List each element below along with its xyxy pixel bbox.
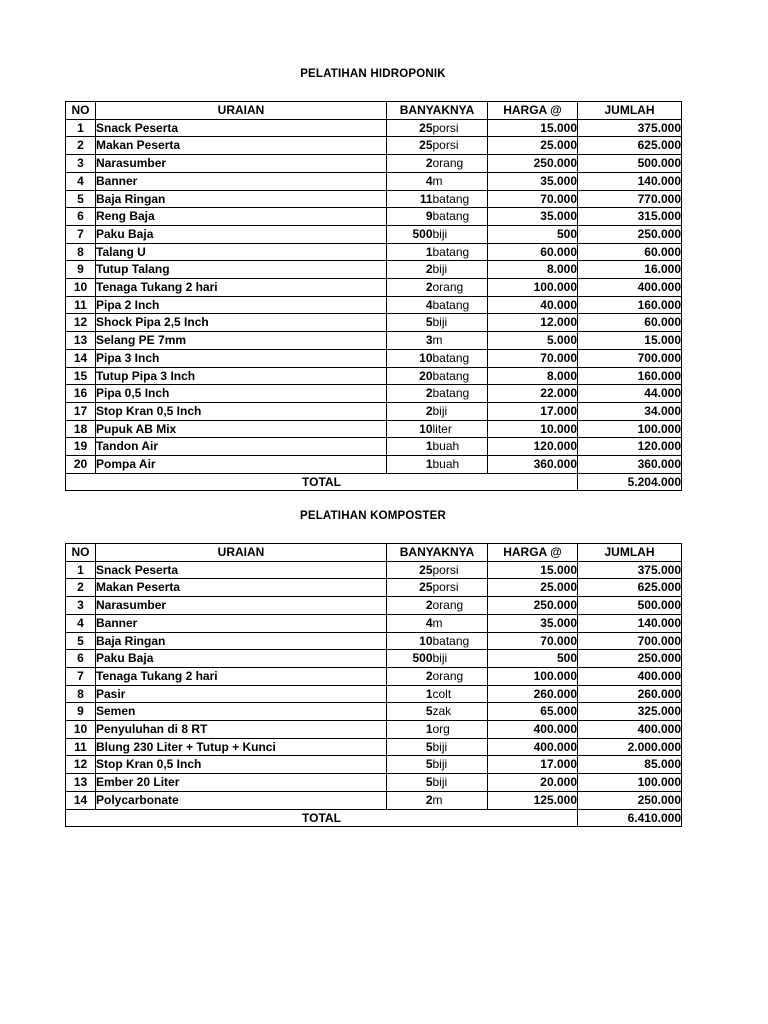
item-unit: porsi (433, 119, 488, 137)
item-unit-price: 17.000 (488, 756, 578, 774)
item-amount: 160.000 (578, 296, 682, 314)
header-harga: HARGA @ (488, 544, 578, 562)
header-banyaknya: BANYAKNYA (387, 102, 488, 120)
item-amount: 85.000 (578, 756, 682, 774)
item-unit-price: 35.000 (488, 614, 578, 632)
item-amount: 34.000 (578, 402, 682, 420)
item-quantity: 2 (387, 791, 433, 809)
row-number: 14 (66, 349, 96, 367)
item-amount: 375.000 (578, 561, 682, 579)
item-amount: 100.000 (578, 774, 682, 792)
item-amount: 44.000 (578, 385, 682, 403)
item-unit-price: 17.000 (488, 402, 578, 420)
item-unit-price: 100.000 (488, 667, 578, 685)
item-description: Pipa 0,5 Inch (96, 385, 387, 403)
row-number: 3 (66, 597, 96, 615)
header-jumlah: JUMLAH (578, 544, 682, 562)
item-unit-price: 500 (488, 225, 578, 243)
item-unit: colt (433, 685, 488, 703)
item-unit: orang (433, 155, 488, 173)
total-row (66, 809, 682, 827)
item-description: Pasir (96, 685, 387, 703)
item-amount: 625.000 (578, 579, 682, 597)
item-quantity: 1 (387, 685, 433, 703)
item-quantity: 2 (387, 667, 433, 685)
item-amount: 700.000 (578, 349, 682, 367)
item-unit-price: 10.000 (488, 420, 578, 438)
row-number: 5 (66, 190, 96, 208)
item-description: Snack Peserta (96, 561, 387, 579)
item-unit: batang (433, 243, 488, 261)
header-jumlah: JUMLAH (578, 102, 682, 120)
item-amount: 500.000 (578, 597, 682, 615)
table-row (66, 119, 682, 137)
row-number: 10 (66, 279, 96, 297)
header-no: NO (66, 102, 96, 120)
total-row (66, 473, 682, 491)
budget-table-komposter (65, 543, 682, 827)
item-amount: 500.000 (578, 155, 682, 173)
row-number: 2 (66, 579, 96, 597)
item-amount: 250.000 (578, 650, 682, 668)
table-row (66, 650, 682, 668)
item-unit: buah (433, 438, 488, 456)
item-amount: 400.000 (578, 279, 682, 297)
table-row (66, 632, 682, 650)
item-unit-price: 15.000 (488, 119, 578, 137)
item-unit-price: 8.000 (488, 367, 578, 385)
row-number: 20 (66, 456, 96, 474)
item-quantity: 25 (387, 579, 433, 597)
item-quantity: 5 (387, 738, 433, 756)
item-unit: batang (433, 190, 488, 208)
item-description: Tutup Talang (96, 261, 387, 279)
row-number: 16 (66, 385, 96, 403)
total-label: TOTAL (66, 809, 578, 827)
item-quantity: 20 (387, 367, 433, 385)
item-unit: m (433, 172, 488, 190)
item-description: Pipa 3 Inch (96, 349, 387, 367)
item-amount: 770.000 (578, 190, 682, 208)
item-unit-price: 400.000 (488, 738, 578, 756)
row-number: 9 (66, 703, 96, 721)
item-unit: orang (433, 597, 488, 615)
item-description: Talang U (96, 243, 387, 261)
item-description: Penyuluhan di 8 RT (96, 721, 387, 739)
item-amount: 625.000 (578, 137, 682, 155)
item-description: Tutup Pipa 3 Inch (96, 367, 387, 385)
row-number: 10 (66, 721, 96, 739)
item-unit: batang (433, 632, 488, 650)
item-unit: porsi (433, 561, 488, 579)
table-row (66, 738, 682, 756)
item-unit-price: 70.000 (488, 632, 578, 650)
row-number: 7 (66, 667, 96, 685)
item-unit-price: 120.000 (488, 438, 578, 456)
item-description: Blung 230 Liter + Tutup + Kunci (96, 738, 387, 756)
item-unit: porsi (433, 579, 488, 597)
item-amount: 100.000 (578, 420, 682, 438)
row-number: 17 (66, 402, 96, 420)
item-amount: 315.000 (578, 208, 682, 226)
table-title-hidroponik: PELATIHAN HIDROPONIK (300, 68, 446, 80)
item-unit-price: 400.000 (488, 721, 578, 739)
item-quantity: 9 (387, 208, 433, 226)
item-unit: m (433, 791, 488, 809)
item-amount: 360.000 (578, 456, 682, 474)
table-row (66, 367, 682, 385)
item-unit-price: 22.000 (488, 385, 578, 403)
item-description: Ember 20 Liter (96, 774, 387, 792)
item-description: Stop Kran 0,5 Inch (96, 402, 387, 420)
item-amount: 60.000 (578, 243, 682, 261)
item-quantity: 5 (387, 314, 433, 332)
item-quantity: 4 (387, 614, 433, 632)
item-description: Tenaga Tukang 2 hari (96, 667, 387, 685)
item-amount: 60.000 (578, 314, 682, 332)
item-unit-price: 65.000 (488, 703, 578, 721)
item-description: Pompa Air (96, 456, 387, 474)
item-unit-price: 35.000 (488, 208, 578, 226)
item-description: Makan Peserta (96, 579, 387, 597)
table-row (66, 456, 682, 474)
item-quantity: 2 (387, 261, 433, 279)
item-amount: 2.000.000 (578, 738, 682, 756)
item-unit-price: 70.000 (488, 190, 578, 208)
table-row (66, 279, 682, 297)
item-quantity: 4 (387, 172, 433, 190)
item-quantity: 2 (387, 597, 433, 615)
item-unit-price: 25.000 (488, 137, 578, 155)
table-row (66, 296, 682, 314)
item-unit-price: 25.000 (488, 579, 578, 597)
item-unit: batang (433, 349, 488, 367)
row-number: 1 (66, 561, 96, 579)
row-number: 12 (66, 756, 96, 774)
item-unit: orang (433, 279, 488, 297)
item-description: Baja Ringan (96, 190, 387, 208)
row-number: 19 (66, 438, 96, 456)
item-unit: batang (433, 385, 488, 403)
item-quantity: 5 (387, 703, 433, 721)
table-row (66, 420, 682, 438)
item-unit: biji (433, 756, 488, 774)
table-row (66, 774, 682, 792)
item-description: Reng Baja (96, 208, 387, 226)
item-unit: biji (433, 225, 488, 243)
item-quantity: 4 (387, 296, 433, 314)
item-quantity: 10 (387, 420, 433, 438)
item-amount: 250.000 (578, 225, 682, 243)
item-description: Polycarbonate (96, 791, 387, 809)
table-row (66, 438, 682, 456)
item-unit-price: 15.000 (488, 561, 578, 579)
row-number: 2 (66, 137, 96, 155)
row-number: 18 (66, 420, 96, 438)
row-number: 13 (66, 774, 96, 792)
item-quantity: 2 (387, 385, 433, 403)
table-row (66, 667, 682, 685)
table-row (66, 261, 682, 279)
item-unit-price: 250.000 (488, 155, 578, 173)
item-description: Baja Ringan (96, 632, 387, 650)
table-header-row (66, 544, 682, 562)
row-number: 14 (66, 791, 96, 809)
item-amount: 400.000 (578, 667, 682, 685)
table-row (66, 756, 682, 774)
header-no: NO (66, 544, 96, 562)
header-uraian: URAIAN (96, 544, 387, 562)
item-unit-price: 360.000 (488, 456, 578, 474)
item-unit: biji (433, 314, 488, 332)
item-quantity: 10 (387, 632, 433, 650)
table-row (66, 225, 682, 243)
header-harga: HARGA @ (488, 102, 578, 120)
item-unit: porsi (433, 137, 488, 155)
table-row (66, 685, 682, 703)
item-unit-price: 40.000 (488, 296, 578, 314)
row-number: 3 (66, 155, 96, 173)
item-description: Narasumber (96, 597, 387, 615)
item-unit: batang (433, 208, 488, 226)
item-unit: biji (433, 650, 488, 668)
item-unit: orang (433, 667, 488, 685)
item-unit-price: 125.000 (488, 791, 578, 809)
item-unit-price: 250.000 (488, 597, 578, 615)
item-quantity: 1 (387, 438, 433, 456)
item-unit-price: 70.000 (488, 349, 578, 367)
item-description: Banner (96, 614, 387, 632)
item-unit: biji (433, 402, 488, 420)
item-description: Semen (96, 703, 387, 721)
table-row (66, 208, 682, 226)
table-row (66, 721, 682, 739)
item-quantity: 1 (387, 721, 433, 739)
row-number: 1 (66, 119, 96, 137)
item-quantity: 5 (387, 756, 433, 774)
table-row (66, 172, 682, 190)
item-description: Paku Baja (96, 650, 387, 668)
item-amount: 250.000 (578, 791, 682, 809)
total-value: 6.410.000 (578, 809, 682, 827)
item-quantity: 2 (387, 402, 433, 420)
item-description: Makan Peserta (96, 137, 387, 155)
row-number: 8 (66, 685, 96, 703)
budget-table-hidroponik (65, 101, 682, 491)
item-amount: 700.000 (578, 632, 682, 650)
row-number: 13 (66, 332, 96, 350)
table-row (66, 703, 682, 721)
item-description: Stop Kran 0,5 Inch (96, 756, 387, 774)
item-amount: 325.000 (578, 703, 682, 721)
item-unit-price: 60.000 (488, 243, 578, 261)
item-unit: biji (433, 261, 488, 279)
row-number: 9 (66, 261, 96, 279)
row-number: 11 (66, 296, 96, 314)
item-amount: 160.000 (578, 367, 682, 385)
item-quantity: 1 (387, 456, 433, 474)
item-amount: 400.000 (578, 721, 682, 739)
item-unit: buah (433, 456, 488, 474)
table-row (66, 137, 682, 155)
item-quantity: 3 (387, 332, 433, 350)
item-unit: batang (433, 367, 488, 385)
item-unit-price: 8.000 (488, 261, 578, 279)
row-number: 5 (66, 632, 96, 650)
table-header-row (66, 102, 682, 120)
item-unit-price: 500 (488, 650, 578, 668)
item-description: Paku Baja (96, 225, 387, 243)
table-row (66, 190, 682, 208)
item-unit: org (433, 721, 488, 739)
item-description: Narasumber (96, 155, 387, 173)
item-quantity: 5 (387, 774, 433, 792)
table-title-komposter: PELATIHAN KOMPOSTER (299, 510, 447, 522)
table-row (66, 332, 682, 350)
row-number: 12 (66, 314, 96, 332)
item-quantity: 2 (387, 279, 433, 297)
table-body (66, 119, 682, 473)
item-unit-price: 5.000 (488, 332, 578, 350)
row-number: 6 (66, 208, 96, 226)
item-description: Pupuk AB Mix (96, 420, 387, 438)
item-unit: liter (433, 420, 488, 438)
table-row (66, 385, 682, 403)
table-row (66, 155, 682, 173)
table-body (66, 561, 682, 809)
table-row (66, 579, 682, 597)
item-description: Selang PE 7mm (96, 332, 387, 350)
item-unit-price: 260.000 (488, 685, 578, 703)
item-description: Pipa 2 Inch (96, 296, 387, 314)
row-number: 7 (66, 225, 96, 243)
item-unit: zak (433, 703, 488, 721)
table-row (66, 349, 682, 367)
row-number: 15 (66, 367, 96, 385)
item-description: Tandon Air (96, 438, 387, 456)
table-row (66, 314, 682, 332)
item-unit: batang (433, 296, 488, 314)
item-amount: 16.000 (578, 261, 682, 279)
item-amount: 260.000 (578, 685, 682, 703)
table-row (66, 614, 682, 632)
header-banyaknya: BANYAKNYA (387, 544, 488, 562)
item-unit: biji (433, 738, 488, 756)
item-description: Snack Peserta (96, 119, 387, 137)
table-row (66, 402, 682, 420)
item-description: Tenaga Tukang 2 hari (96, 279, 387, 297)
item-unit-price: 35.000 (488, 172, 578, 190)
item-quantity: 25 (387, 561, 433, 579)
item-amount: 375.000 (578, 119, 682, 137)
table-row (66, 561, 682, 579)
table-row (66, 791, 682, 809)
item-description: Shock Pipa 2,5 Inch (96, 314, 387, 332)
row-number: 11 (66, 738, 96, 756)
row-number: 4 (66, 614, 96, 632)
item-unit-price: 100.000 (488, 279, 578, 297)
item-quantity: 25 (387, 137, 433, 155)
item-amount: 140.000 (578, 172, 682, 190)
item-unit: m (433, 332, 488, 350)
item-description: Banner (96, 172, 387, 190)
row-number: 4 (66, 172, 96, 190)
item-quantity: 1 (387, 243, 433, 261)
item-unit: m (433, 614, 488, 632)
item-quantity: 2 (387, 155, 433, 173)
item-amount: 15.000 (578, 332, 682, 350)
table-row (66, 243, 682, 261)
row-number: 6 (66, 650, 96, 668)
table-row (66, 597, 682, 615)
total-value: 5.204.000 (578, 473, 682, 491)
item-quantity: 11 (387, 190, 433, 208)
row-number: 8 (66, 243, 96, 261)
header-uraian: URAIAN (96, 102, 387, 120)
item-unit-price: 12.000 (488, 314, 578, 332)
total-label: TOTAL (66, 473, 578, 491)
item-quantity: 500 (387, 225, 433, 243)
item-unit-price: 20.000 (488, 774, 578, 792)
item-quantity: 10 (387, 349, 433, 367)
item-quantity: 500 (387, 650, 433, 668)
item-unit: biji (433, 774, 488, 792)
item-amount: 120.000 (578, 438, 682, 456)
item-amount: 140.000 (578, 614, 682, 632)
item-quantity: 25 (387, 119, 433, 137)
